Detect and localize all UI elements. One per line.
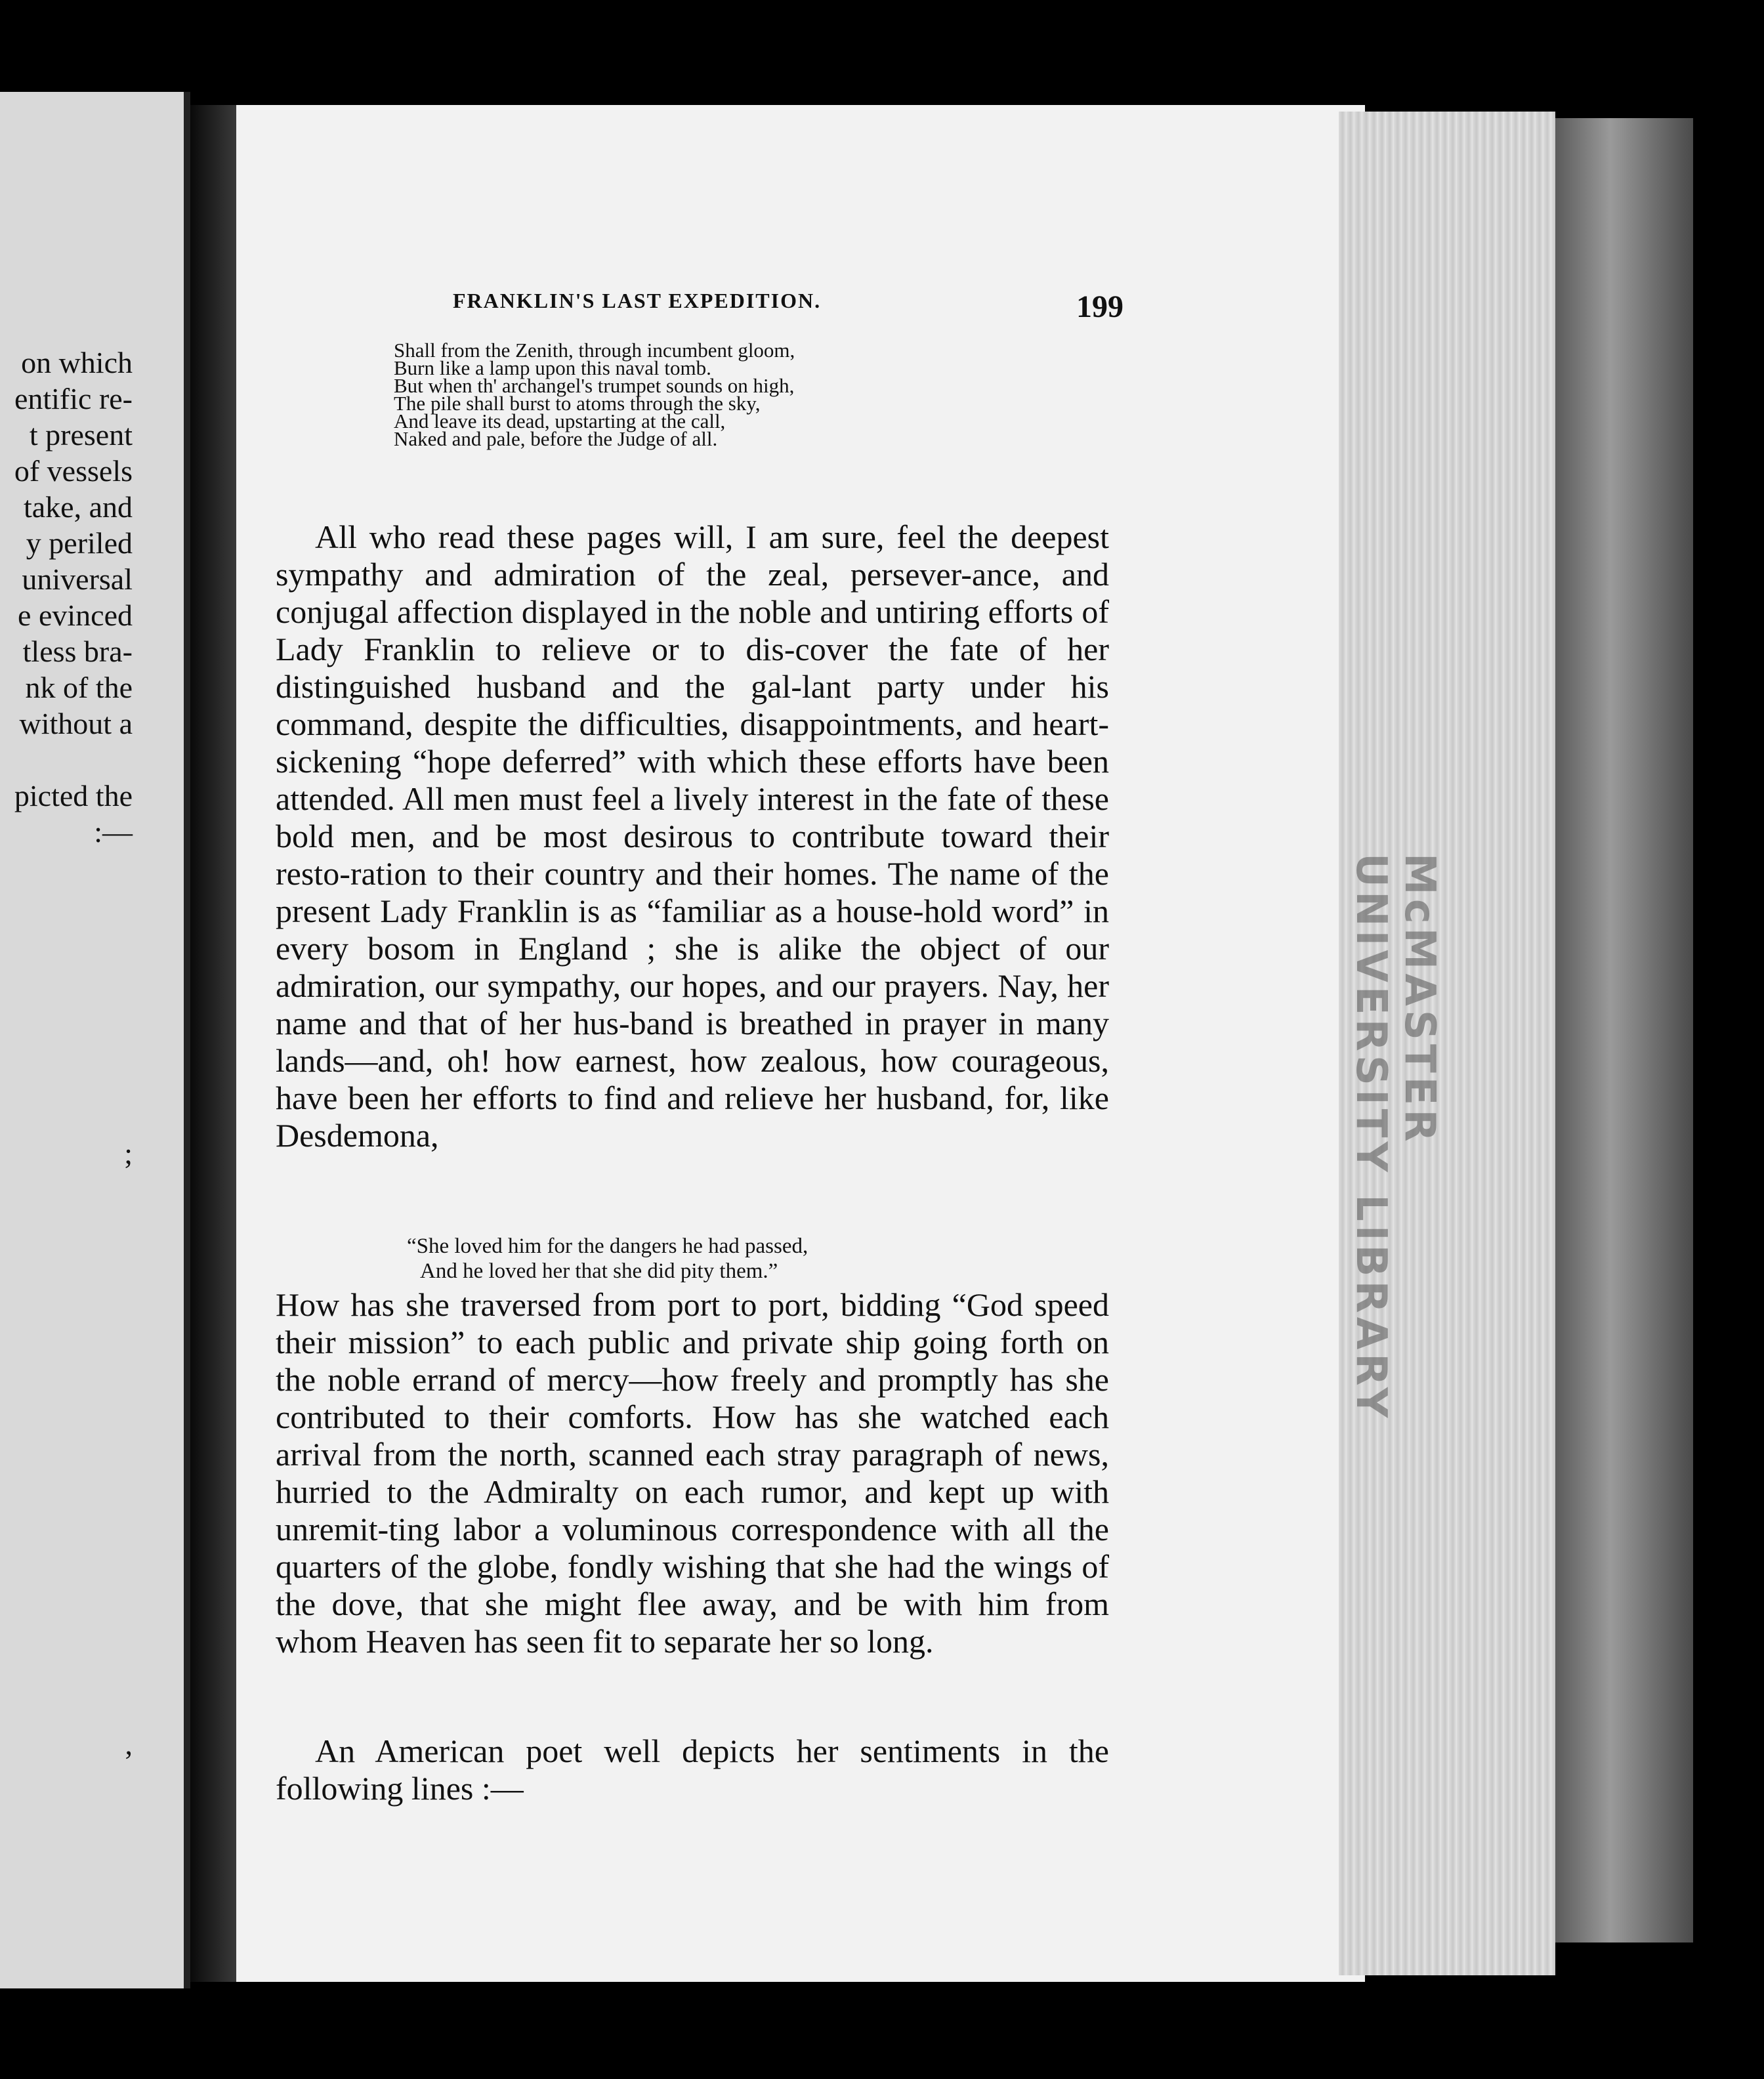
poem-line: The pile shall burst to atoms through the sky, <box>394 392 761 415</box>
poem-line: And leave its dead, upstarting at the call, <box>394 410 726 432</box>
left-fragment: e evinced <box>18 598 133 632</box>
left-fragment: y periled <box>26 526 133 560</box>
poem-excerpt <box>394 341 984 448</box>
quote-line: “She loved him for the dangers he had passed, <box>407 1234 808 1258</box>
left-fragment: tless bra- <box>22 635 133 668</box>
left-fragment: take, and <box>23 490 133 524</box>
poem-line: Burn like a lamp upon this naval tomb. <box>394 356 711 379</box>
paragraph-2: How has she traversed from port to port, bidding “God speed their mission” to each public and private ship going forth on the noble errand of mercy—how freely and promptly has she contributed to their comforts. How has she watched each arrival from the north, scanned each stray paragraph of news, hurried to the Admiralty on each rumor, and kept up with unremit-ting labor a voluminous correspondence with all the quarters of the globe, fondly wishing that she had the wings of the dove, that she might flee away, and be with him from whom Heaven has seen fit to separate her so long. <box>276 1286 1109 1660</box>
running-head: FRANKLIN'S LAST EXPEDITION. <box>453 289 822 312</box>
poem-line: But when th' archangel's trumpet sounds on high, <box>394 374 795 397</box>
left-fragment: universal <box>22 562 133 596</box>
book-cover <box>1555 118 1693 1942</box>
left-fragment: on which <box>21 346 133 379</box>
left-fragment: t present <box>29 418 133 452</box>
left-fragment: :— <box>94 815 133 849</box>
left-fragment: ; <box>124 1137 133 1170</box>
library-stamp: McMASTER UNIVERSITY LIBRARY <box>1347 853 1444 1422</box>
poem-line: Naked and pale, before the Judge of all. <box>394 427 718 450</box>
left-fragment: picted the <box>14 779 133 812</box>
desdemona-quote <box>407 1234 998 1284</box>
quote-line: And he loved her that she did pity them.” <box>420 1259 778 1283</box>
paragraph-1: All who read these pages will, I am sure, feel the deepest sympathy and admiration of the zeal, persever-ance, and conjugal affection displayed in the noble and untiring efforts of Lady Franklin to relieve or to dis-cover the fate of her distinguished husband and the gal-lant party under his command, despite the difficulties, disappointments, and heart-sickening “hope deferred” with which these efforts have been attended. All men must feel a lively interest in the fate of these bold men, and be most desirous to contribute toward their resto-ration to their country and their homes. The name of the present Lady Franklin is as “familiar as a house-hold word” in every bosom in England ; she is alike the object of our admiration, our sympathy, our hopes, and our prayers. Nay, her name and that of her hus-band is breathed in prayer in many lands—and, oh! how earnest, how zealous, how courageous, have been her efforts to find and relieve her husband, for, like Desdemona, <box>276 518 1109 1154</box>
poem-line: Shall from the Zenith, through incumbent gloom, <box>394 339 795 362</box>
left-fragment: entific re- <box>14 382 133 415</box>
paragraph-3: An American poet well depicts her sentiments in the following lines :— <box>276 1732 1109 1807</box>
left-page <box>0 92 190 1988</box>
left-fragment: , <box>125 1727 133 1761</box>
left-fragment: of vessels <box>14 454 133 488</box>
left-fragment: without a <box>19 707 133 740</box>
book-gutter <box>190 105 236 1982</box>
left-fragment: nk of the <box>25 671 133 704</box>
page-number: 199 <box>1076 289 1124 324</box>
